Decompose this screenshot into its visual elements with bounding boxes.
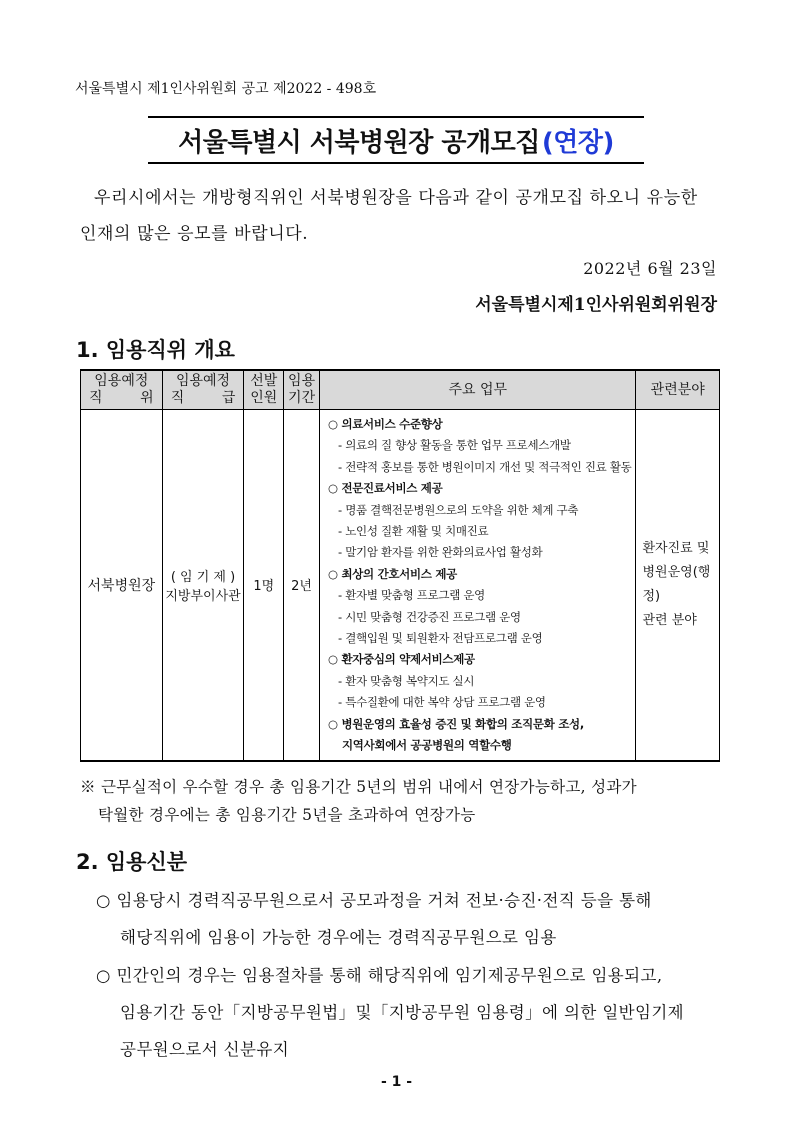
header-period xyxy=(284,370,320,410)
header-grade-line1: 임용예정 xyxy=(175,373,231,389)
header-position-char1: 직 xyxy=(89,390,103,406)
extension-note xyxy=(80,773,730,829)
grade-rank: 지방부이사관 xyxy=(165,588,241,604)
duty-detail: - 노인성 질환 재활 및 치매진료 xyxy=(338,524,489,539)
duty-category: 지역사회에서 공공병원의 역할수행 xyxy=(342,738,512,753)
header-position-char2: 위 xyxy=(140,390,154,406)
issuer-name: 서울특별시제1인사위원회위원장 xyxy=(475,295,717,315)
cell-position: 서북병원장 xyxy=(81,410,163,761)
bullet-item xyxy=(96,882,726,956)
table-row xyxy=(81,410,720,761)
bullet-line: 공무원으로서 신분유지 xyxy=(120,1040,290,1059)
duty-detail: - 시민 맞춤형 건강증진 프로그램 운영 xyxy=(338,609,521,624)
bullet-line: ○ 민간인의 경우는 임용절차를 통해 해당직위에 임기제공무원으로 임용되고, xyxy=(96,966,663,985)
header-position-line1: 임용예정 xyxy=(94,373,149,389)
duty-detail: - 전략적 홍보를 통한 병원이미지 개선 및 적극적인 진료 활동 xyxy=(338,459,632,474)
bullet-item xyxy=(96,957,726,1068)
page-title xyxy=(148,116,644,164)
duty-category: ○ 환자중심의 약제서비스제공 xyxy=(328,652,475,667)
duty-category: ○ 병원운영의 효율성 증진 및 화합의 조직문화 조성, xyxy=(328,716,584,731)
duty-category: ○ 전문진료서비스 제공 xyxy=(328,481,443,496)
cell-field xyxy=(636,410,720,761)
table-header-row xyxy=(81,370,720,410)
field-line: 환자진료 및 xyxy=(642,540,710,556)
header-field: 관련분야 xyxy=(636,370,720,410)
cell-count: 1명 xyxy=(244,410,284,761)
bullet-line: 임용기간 동안「지방공무원법」및「지방공무원 임용령」에 의한 일반임기제 xyxy=(120,1003,685,1022)
header-grade-line2 xyxy=(163,390,244,407)
bullet-line: ○ 임용당시 경력직공무원으로서 공모과정을 거쳐 전보·승진·전직 등을 통해 xyxy=(96,891,652,910)
cell-grade xyxy=(162,410,244,761)
header-duties: 주요 업무 xyxy=(320,370,636,410)
header-count-line2: 인원 xyxy=(250,390,278,406)
header-period-line1: 임용 xyxy=(288,373,316,389)
header-grade-char1: 직 xyxy=(170,390,185,406)
title-main: 서울특별시 서북병원장 공개모집 xyxy=(178,127,540,158)
cell-duties xyxy=(320,410,636,761)
notice-number: 서울특별시 제1인사위원회 공고 제2022 - 498호 xyxy=(75,81,377,97)
section-1-heading: 1. 임용직위 개요 xyxy=(76,338,235,362)
notice-date: 2022년 6월 23일 xyxy=(583,259,717,278)
header-position xyxy=(81,370,163,410)
note-line: 탁월한 경우에는 총 임용기간 5년을 초과하여 연장가능 xyxy=(98,806,476,824)
duty-detail: - 말기암 환자를 위한 완화의료사업 활성화 xyxy=(338,545,543,560)
duty-detail: - 명품 결핵전문병원으로의 도약을 위한 체계 구축 xyxy=(338,502,579,517)
header-period-line2: 기간 xyxy=(288,390,316,406)
title-suffix: (연장) xyxy=(541,127,614,158)
section-2-heading: 2. 임용신분 xyxy=(76,850,188,874)
duty-list xyxy=(328,414,631,757)
duty-detail: - 결핵입원 및 퇴원환자 전담프로그램 운영 xyxy=(338,631,543,646)
duty-detail: - 환자별 맞춤형 프로그램 운영 xyxy=(338,588,485,603)
duty-detail: - 특수질환에 대한 복약 상담 프로그램 운영 xyxy=(338,695,546,710)
header-grade xyxy=(162,370,244,410)
header-position-line2 xyxy=(81,390,162,407)
page-number: - 1 - xyxy=(380,1074,413,1090)
bullet-line: 해당직위에 임용이 가능한 경우에는 경력직공무원으로 임용 xyxy=(120,928,557,947)
duty-category: ○ 의료서비스 수준향상 xyxy=(328,417,443,431)
duty-detail: - 의료의 질 향상 활동을 통한 업무 프로세스개발 xyxy=(338,438,571,453)
duty-category: ○ 최상의 간호서비스 제공 xyxy=(328,566,457,581)
cell-period: 2년 xyxy=(284,410,320,761)
duty-detail: - 환자 맞춤형 복약지도 실시 xyxy=(338,673,475,688)
header-count xyxy=(244,370,284,410)
header-grade-char2: 급 xyxy=(221,390,236,406)
field-line: 관련 분야 xyxy=(642,612,697,628)
field-line: 병원운영(행정) xyxy=(642,564,711,604)
note-line: ※ 근무실적이 우수할 경우 총 임용기간 5년의 범위 내에서 연장가능하고, 성과가 xyxy=(80,778,637,796)
grade-type: ( 임 기 제 ) xyxy=(170,569,236,585)
intro-paragraph: 우리시에서는 개방형직위인 서북병원장을 다음과 같이 공개모집 하오니 유능한 인재의 많은 응모를 바랍니다. xyxy=(80,188,698,244)
position-overview-table xyxy=(80,369,720,762)
header-count-line1: 선발 xyxy=(250,373,278,389)
